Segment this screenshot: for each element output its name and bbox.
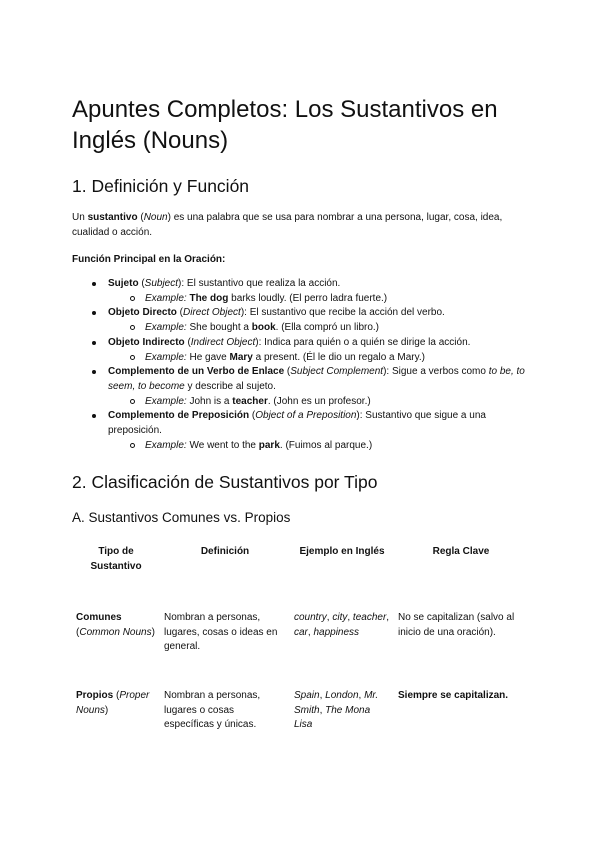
document-title: Apuntes Completos: Los Sustantivos en Inglés (Nouns) <box>72 96 498 154</box>
function-item: Complemento de Preposición (Object of a Preposition): Sustantivo que sigue a una preposición. Example: We went to the park. (Fuimos al parque.) <box>72 409 528 453</box>
section-2-heading: 2. Clasificación de Sustantivos por Tipo <box>72 472 378 492</box>
intro-paragraph: Un sustantivo (Noun) es una palabra que se usa para nombrar a una persona, lugar, cosa, idea, cualidad o acción. <box>72 212 503 238</box>
example-item: Example: She bought a book. (Ella compró un libro.) <box>108 321 528 336</box>
section-2a-heading: A. Sustantivos Comunes vs. Propios <box>72 510 291 525</box>
example-item: Example: He gave Mary a present. (Él le dio un regalo a Mary.) <box>108 351 528 366</box>
header-definition: Definición <box>200 546 250 557</box>
example-item: Example: We went to the park. (Fuimos al parque.) <box>108 439 528 454</box>
table-row <box>72 689 528 733</box>
example-item: Example: John is a teacher. (John es un profesor.) <box>108 395 528 410</box>
example-item: Example: The dog barks loudly. (El perro ladra fuerte.) <box>108 292 528 307</box>
cell-type: Comunes (Common Nouns) <box>76 612 155 638</box>
function-item: Sujeto (Subject): El sustantivo que realiza la acción. Example: The dog barks loudly. (El perro ladra fuerte.) <box>72 277 528 306</box>
functions-list <box>72 277 528 453</box>
functions-title: Función Principal en la Oración: <box>72 254 226 265</box>
function-item: Complemento de un Verbo de Enlace (Subject Complement): Sigue a verbos como to be, to seem, to become y describe al sujeto. Example: John is a teacher. (John es un profesor.) <box>72 365 528 409</box>
cell-type: Propios (Proper Nouns) <box>76 690 150 716</box>
cell-definition: Nombran a personas, lugares, cosas o ideas en general. <box>164 612 278 653</box>
nouns-table <box>72 545 528 733</box>
term-noun: sustantivo <box>87 212 138 223</box>
cell-rule: Siempre se capitalizan. <box>398 690 509 701</box>
table-row <box>72 611 528 689</box>
cell-examples: country, city, teacher, car, happiness <box>294 612 390 638</box>
cell-rule: No se capitalizan (salvo al inicio de una oración). <box>398 612 515 638</box>
section-1-heading: 1. Definición y Función <box>72 176 250 196</box>
header-example: Ejemplo en Inglés <box>299 546 385 557</box>
cell-examples: Spain, London, Mr. Smith, The Mona Lisa <box>294 690 379 731</box>
cell-definition: Nombran a personas, lugares o cosas específicas y únicas. <box>164 690 261 731</box>
function-item: Objeto Directo (Direct Object): El sustantivo que recibe la acción del verbo. Example: She bought a book. (Ella compró un libro.) <box>72 306 528 335</box>
header-rule: Regla Clave <box>432 546 490 557</box>
table-header-row <box>72 545 528 611</box>
header-type: Tipo de Sustantivo <box>90 546 142 572</box>
function-item: Objeto Indirecto (Indirect Object): Indica para quién o a quién se dirige la acción. Example: He gave Mary a present. (Él le dio un regalo a Mary.) <box>72 336 528 365</box>
